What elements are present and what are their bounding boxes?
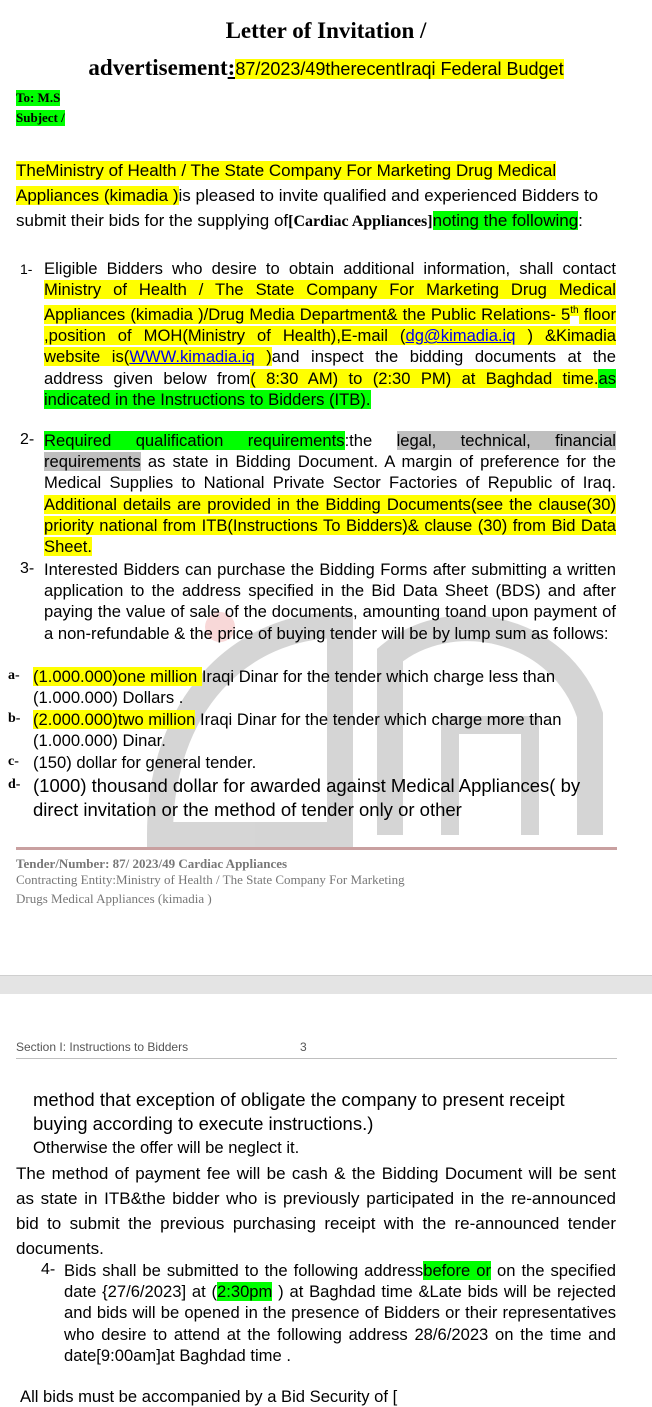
page-separator (0, 975, 652, 995)
item-2-preference: as state in Bidding Document. A margin of preference for the Medical Supplies to National Private Sector Factories of Republic of Iraq. (44, 452, 616, 493)
section-title: Section I: Instructions to Bidders (16, 1040, 189, 1054)
footer-divider (16, 847, 617, 850)
bid-security-line: All bids must be accompanied by a Bid Security of [ (20, 1387, 398, 1406)
neglect-line: Otherwise the offer will be neglect it. (33, 1138, 300, 1157)
advertisement-number: 87/2023/49therecentIraqi Federal Budget (235, 59, 564, 79)
intro-text: is pleased to invite qualified and experienced Bidders to submit their bids for the supplying of (16, 186, 599, 230)
item-4-rest: ) at Baghdad time &Late bids will be rejected and bids will be opened in the presence of Bidders or their representatives who desire to attend at the following address 28/6/2023 on the time and date[9:00am]at Baghdad time . (64, 1282, 616, 1365)
item-3-paragraph: Interested Bidders can purchase the Bidding Forms after submitting a written application to the address specified in the Bid Data Sheet (BDS) and after paying the value of sale of the documents, amounting toand upon payment of a non-refundable & the price of buying tender will be by lump sum as follows: (44, 560, 616, 643)
product-name: [Cardiac Appliances] (288, 213, 433, 230)
item-2-requirements: legal, technical, financial requirements (44, 431, 616, 472)
item-1-contact: Ministry of Health / The State Company For Marketing Drug Medical Appliances (kimadia )/Drug Media Department& the Public Relations- 5 (44, 280, 616, 324)
section-header (16, 1040, 307, 1054)
item-1-text: Eligible Bidders who desire to obtain additional information, shall contact (44, 259, 616, 278)
subject-line: Subject / (16, 110, 65, 125)
item-2-details: Additional details are provided in the Bidding Documents(see the clause(30) priority national from ITB(Instructions To Bidders)& clause (30) from Bid Data Sheet. (44, 494, 616, 557)
document-page-2 (0, 994, 652, 1406)
item-4-date: on the specified date {27/6/2023] at ( (64, 1261, 616, 1302)
item-2-number: 2- (20, 431, 35, 448)
payment-paragraph: The method of payment fee will be cash & the Bidding Document will be sent as state in ITB&the bidder who is previously participated in the re-announced bid to submit the previous purchasing receipt with the re-announced tender documents. (16, 1164, 616, 1258)
sub-b-amount: (2.000.000)two million (33, 710, 196, 729)
item-1-superscript: th (570, 305, 579, 317)
continuation-paragraph: method that exception of obligate the company to present receipt buying according to execute instructions.) (33, 1089, 565, 1134)
sub-b-text: Iraqi Dinar for the tender which charge more than (1.000.000) Dinar. (33, 710, 562, 751)
advertisement-title (0, 55, 652, 81)
item-3-number: 3- (20, 560, 35, 577)
item-2-paragraph (44, 430, 616, 557)
email-link[interactable]: dg@kimadia.iq (405, 326, 516, 346)
page-number: 3 (300, 1040, 307, 1054)
item-1-website-label: ) &Kimadia website is( (44, 326, 617, 367)
item-1-number: 1- (20, 261, 33, 277)
footer-tender-label: Tender/Number: (16, 856, 113, 871)
advertisement-colon: : (227, 55, 236, 80)
item-4-text: Bids shall be submitted to the following address (64, 1261, 424, 1280)
section-divider (16, 1058, 617, 1059)
footer-contracting-entity: Contracting Entity:Ministry of Health / The State Company For Marketing (16, 872, 405, 887)
sub-c-letter: c- (8, 754, 19, 769)
sub-a-paragraph (33, 666, 616, 708)
item-4-paragraph (64, 1260, 616, 1366)
letter-title: Letter of Invitation / (225, 18, 427, 43)
sub-b-letter: b- (8, 711, 21, 726)
item-4-number: 4- (41, 1261, 56, 1278)
intro-noting: noting the following (432, 211, 579, 230)
item-2-qualification: Required qualification requirements (44, 431, 345, 450)
item-1-hours: ( 8:30 AM) to (2:30 PM) at Baghdad time. (250, 368, 599, 388)
sub-a-amount: (1.000.000)one million (33, 667, 202, 686)
sub-a-text: Iraqi Dinar for the tender which charge less than (1.000.000) Dollars . (33, 667, 556, 708)
footer-kimadia: Drugs Medical Appliances (kimadia ) (16, 891, 212, 906)
intro-ministry: TheMinistry of Health / The State Company For Marketing Drug Medical Appliances (kimadia ) (16, 161, 557, 205)
sub-b-paragraph (33, 709, 616, 751)
website-link[interactable]: WWW.kimadia.iq (129, 347, 255, 367)
intro-colon: : (578, 211, 583, 230)
sub-c-paragraph: (150) dollar for general tender. (33, 753, 257, 772)
sub-a-letter: a- (8, 668, 20, 683)
item-4-time: 2:30pm (217, 1282, 273, 1302)
footer-tender-number (16, 856, 287, 872)
item-1-paragraph (44, 258, 616, 410)
item-1-close-paren: ) (254, 347, 272, 367)
footer-tender-value: 87/ 2023/49 Cardiac Appliances (112, 856, 288, 871)
item-1-floor: floor ,position of MOH(Ministry of Health),E-mail ( (44, 304, 616, 346)
intro-paragraph (16, 158, 616, 234)
item-4-before: before or (423, 1261, 492, 1280)
item-1-inspect: and inspect the bidding documents at the address given below from (44, 347, 616, 388)
sub-d-letter: d- (8, 777, 21, 792)
sub-d-paragraph: (1000) thousand dollar for awarded against Medical Appliances( by direct invitation or the method of tender only or other (33, 775, 581, 820)
item-2-text: :the (344, 431, 397, 450)
to-line: To: M.S (16, 90, 61, 105)
item-1-itb: as indicated in the Instructions to Bidders (ITB). (44, 368, 617, 409)
advertisement-label: advertisement (88, 55, 228, 80)
